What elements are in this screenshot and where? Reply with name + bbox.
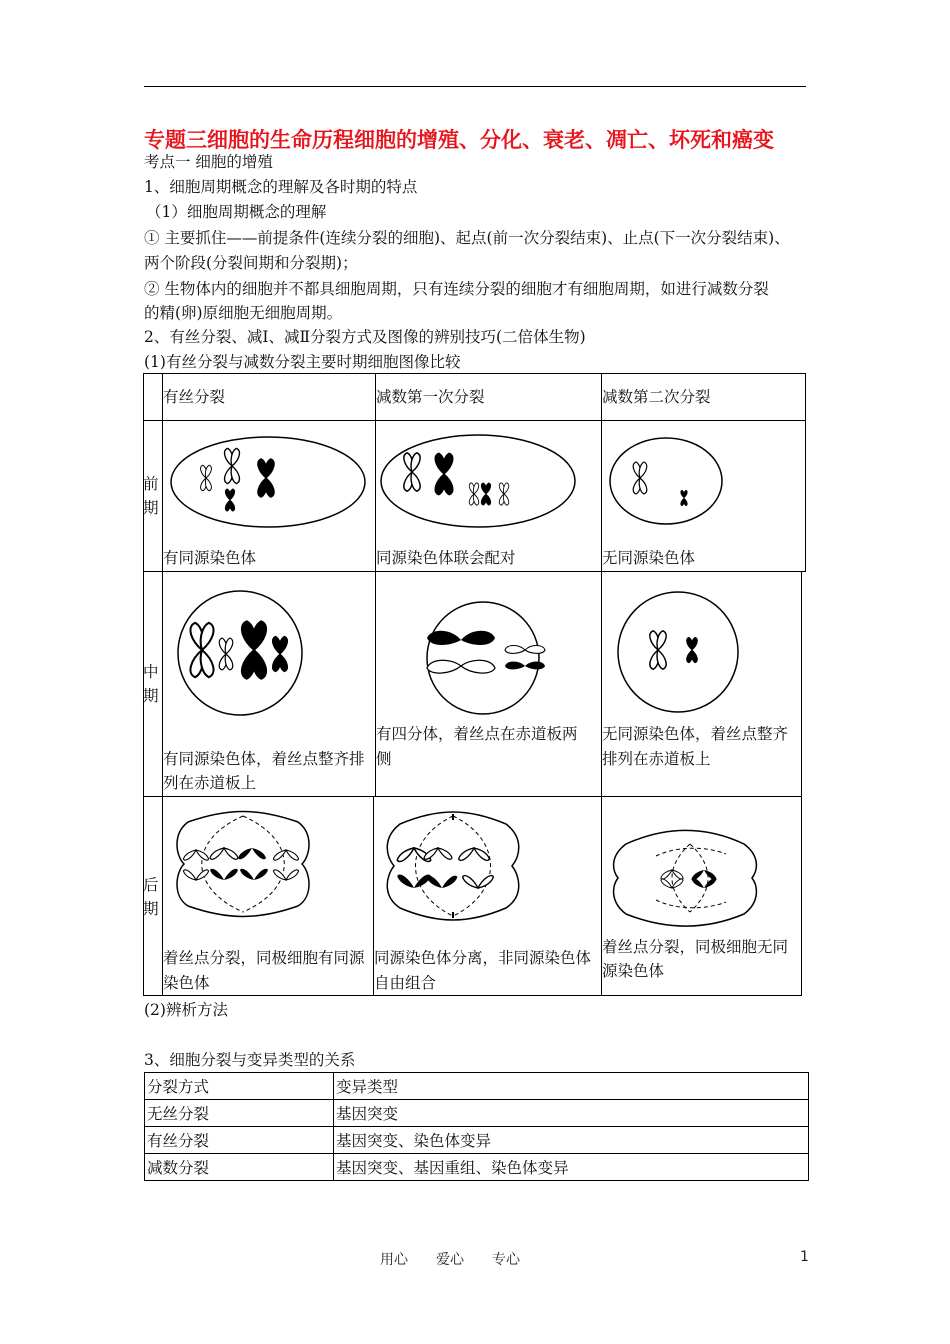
paragraph: 的精(卵)原细胞无细胞周期。	[144, 304, 343, 322]
header-meiosis-1: 减数第一次分裂	[376, 388, 485, 406]
subsection-heading: 1、细胞周期概念的理解及各时期的特点	[144, 178, 418, 196]
mitosis-prophase-diagram	[168, 434, 368, 530]
caption: 侧	[376, 750, 392, 768]
caption: 同源染色体分离，非同源染色体	[374, 949, 592, 967]
caption: 无同源染色体	[602, 549, 696, 567]
variation-table	[144, 1072, 809, 1181]
caption: 源染色体	[602, 962, 665, 980]
caption: 着丝点分裂，同极细胞有同源	[163, 949, 365, 967]
stage-label-anaphase: 后 期	[143, 876, 159, 918]
caption: 自由组合	[374, 974, 437, 992]
subsection-heading: 3、细胞分裂与变异类型的关系	[144, 1051, 356, 1069]
table-row	[145, 1154, 809, 1181]
subsection-item: (2)辨析方法	[144, 1001, 228, 1019]
page-number: 1	[800, 1249, 809, 1265]
table-corner-cell	[143, 373, 163, 421]
table-cell: 基因突变	[334, 1100, 809, 1127]
header-meiosis-2: 减数第二次分裂	[602, 388, 711, 406]
table-row	[145, 1127, 809, 1154]
paragraph: 两个阶段(分裂间期和分裂期)；	[144, 254, 358, 272]
meiosis1-metaphase-diagram	[413, 600, 561, 716]
caption: 有同源染色体	[163, 549, 257, 567]
caption: 同源染色体联会配对	[376, 549, 516, 567]
table-cell: 基因突变、染色体变异	[334, 1127, 809, 1154]
caption: 排列在赤道板上	[602, 750, 711, 768]
meiosis1-prophase-diagram	[378, 432, 578, 530]
meiosis1-anaphase-diagram	[378, 810, 528, 922]
table-cell: 减数分裂	[145, 1154, 334, 1181]
subsection-item: (1)有丝分裂与减数分裂主要时期细胞图像比较	[144, 353, 461, 371]
stage-label-metaphase: 中 期	[143, 663, 159, 705]
caption: 有同源染色体，着丝点整齐排	[163, 750, 365, 768]
table-header-cell: 分裂方式	[145, 1073, 334, 1100]
caption: 有四分体，着丝点在赤道板两	[376, 725, 578, 743]
header-mitosis: 有丝分裂	[163, 388, 226, 406]
table-header-cell: 变异类型	[334, 1073, 809, 1100]
footer-motto: 用心 爱心 专心	[380, 1252, 520, 1268]
meiosis2-metaphase-diagram	[614, 588, 742, 716]
paragraph: ② 生物体内的细胞并不都具细胞周期，只有连续分裂的细胞才有细胞周期，如进行减数分裂	[144, 280, 769, 298]
mitosis-metaphase-diagram	[170, 588, 310, 718]
header-rule	[144, 86, 806, 87]
subsection-item: （1）细胞周期概念的理解	[146, 203, 327, 221]
mitosis-anaphase-diagram	[168, 810, 318, 918]
table-header-row	[145, 1073, 809, 1100]
table-cell: 基因突变、基因重组、染色体变异	[334, 1154, 809, 1181]
meiosis2-prophase-diagram	[608, 436, 724, 526]
caption: 染色体	[163, 974, 210, 992]
stage-label-prophase: 前 期	[143, 475, 159, 517]
table-cell: 无丝分裂	[145, 1100, 334, 1127]
subsection-heading: 2、有丝分裂、减Ⅰ、减Ⅱ分裂方式及图像的辨别技巧(二倍体生物)	[144, 328, 586, 346]
caption: 列在赤道板上	[163, 774, 257, 792]
meiosis2-anaphase-diagram	[606, 826, 764, 930]
section-heading: 考点一 细胞的增殖	[144, 153, 273, 171]
caption: 无同源染色体，着丝点整齐	[602, 725, 789, 743]
caption: 着丝点分裂，同极细胞无同	[602, 938, 789, 956]
table-cell: 有丝分裂	[145, 1127, 334, 1154]
paragraph: ① 主要抓住——前提条件(连续分裂的细胞)、起点(前一次分裂结束)、止点(下一次分裂结束)、	[144, 229, 790, 247]
table-row	[145, 1100, 809, 1127]
document-title: 专题三细胞的生命历程细胞的增殖、分化、衰老、凋亡、坏死和癌变	[144, 127, 774, 152]
